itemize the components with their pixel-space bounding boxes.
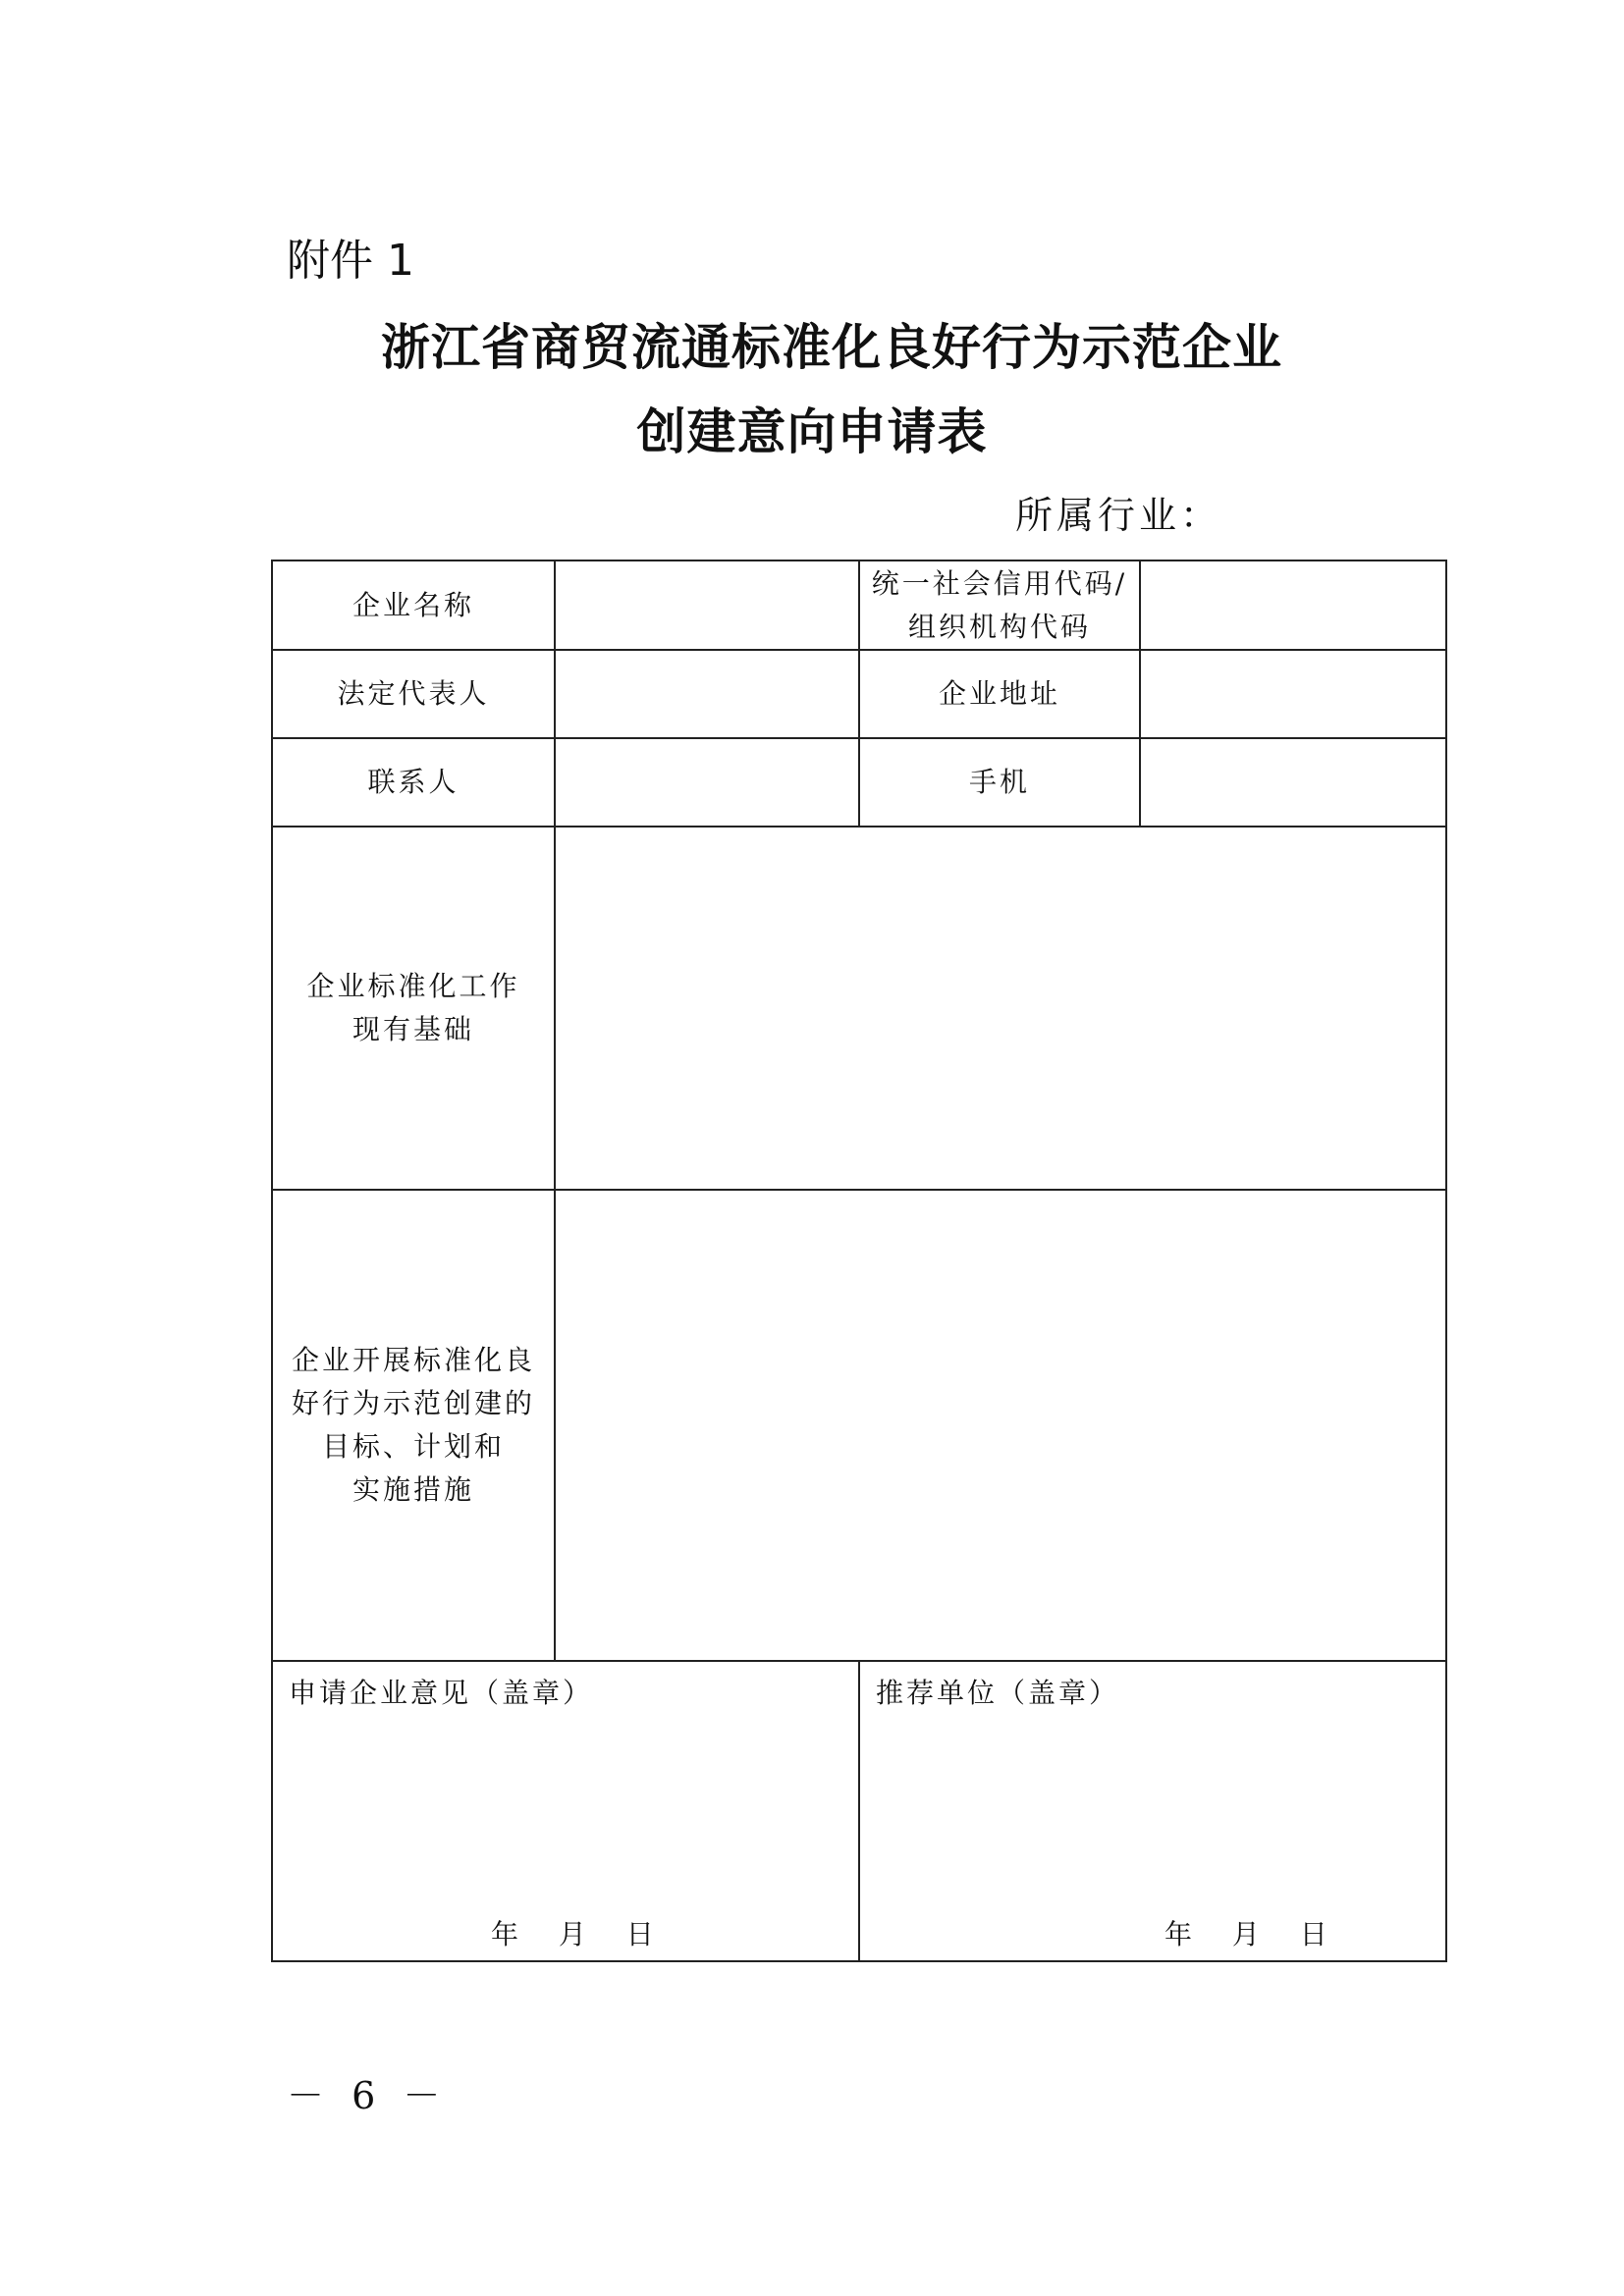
attachment-label: 附件 1 bbox=[287, 236, 414, 286]
basis-label-line-2: 现有基础 bbox=[352, 1013, 474, 1045]
recommender-label: 推荐单位（盖章） bbox=[876, 1677, 1120, 1709]
document-title-line-2: 创建意向申请表 bbox=[636, 403, 988, 460]
recommender-cell[interactable] bbox=[859, 1661, 1446, 1961]
plan-label-line-2: 好行为示范创建的 bbox=[291, 1387, 535, 1419]
credit-code-label-line-1: 统一社会信用代码/ bbox=[871, 566, 1128, 600]
application-form-table bbox=[271, 560, 1447, 1962]
plan-label bbox=[272, 1190, 555, 1661]
page-number: － 6 － bbox=[287, 2074, 449, 2117]
contact-field[interactable] bbox=[555, 738, 859, 827]
plan-label-line-1: 企业开展标准化良 bbox=[291, 1344, 535, 1376]
plan-label-line-4: 实施措施 bbox=[352, 1473, 474, 1506]
industry-label: 所属行业： bbox=[1015, 494, 1222, 537]
address-field[interactable] bbox=[1140, 650, 1446, 738]
applicant-opinion-cell[interactable] bbox=[272, 1661, 859, 1961]
basis-label-line-1: 企业标准化工作 bbox=[306, 970, 520, 1002]
basis-label bbox=[272, 827, 555, 1190]
mobile-field[interactable] bbox=[1140, 738, 1446, 827]
address-label: 企业地址 bbox=[859, 650, 1140, 738]
company-name-field[interactable] bbox=[555, 561, 859, 650]
legal-rep-field[interactable] bbox=[555, 650, 859, 738]
form-row-company bbox=[272, 561, 1446, 650]
basis-field[interactable] bbox=[555, 827, 1446, 1190]
form-row-signatures bbox=[272, 1661, 1446, 1961]
plan-field[interactable] bbox=[555, 1190, 1446, 1661]
form-row-basis bbox=[272, 827, 1446, 1190]
plan-label-line-3: 目标、计划和 bbox=[321, 1430, 505, 1463]
contact-label: 联系人 bbox=[272, 738, 555, 827]
form-row-contact bbox=[272, 738, 1446, 827]
form-row-legal bbox=[272, 650, 1446, 738]
applicant-opinion-label: 申请企业意见（盖章） bbox=[289, 1677, 594, 1709]
company-name-label: 企业名称 bbox=[272, 561, 555, 650]
form-row-plan bbox=[272, 1190, 1446, 1661]
mobile-label: 手机 bbox=[859, 738, 1140, 827]
recommender-date: 年 月 日 bbox=[1164, 1918, 1329, 1950]
credit-code-field[interactable] bbox=[1140, 561, 1446, 650]
credit-code-label bbox=[859, 561, 1140, 650]
credit-code-label-line-2: 组织机构代码 bbox=[907, 610, 1091, 643]
document-title-line-1: 浙江省商贸流通标准化良好行为示范企业 bbox=[381, 319, 1282, 376]
legal-rep-label: 法定代表人 bbox=[272, 650, 555, 738]
applicant-date: 年 月 日 bbox=[491, 1918, 656, 1950]
